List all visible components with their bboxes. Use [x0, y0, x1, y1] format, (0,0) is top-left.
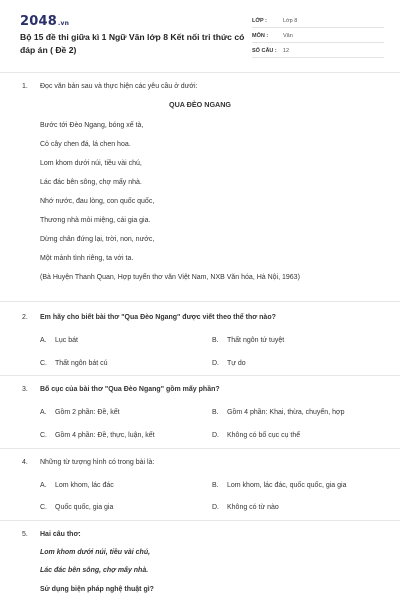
option-letter: C.	[40, 432, 47, 439]
option-letter: B.	[212, 337, 219, 344]
question-prompt: Bố cục của bài thơ "Qua Đèo Ngang" gồm mấy phần?	[40, 386, 220, 393]
poem-line: Lom khom dưới núi, tiều vài chú,	[40, 160, 142, 167]
meta-panel	[252, 14, 384, 58]
meta-row-class	[252, 14, 384, 28]
question-number: 1.	[22, 83, 28, 90]
question-divider	[0, 301, 400, 302]
meta-key: MÔN :	[252, 33, 269, 39]
question-followup: Sử dụng biện pháp nghệ thuật gì?	[40, 586, 154, 593]
meta-value: 12	[283, 48, 290, 54]
question-number: 3.	[22, 386, 28, 393]
question-divider	[0, 520, 400, 521]
question-prompt: Em hãy cho biết bài thơ "Qua Đèo Ngang" được viết theo thể thơ nào?	[40, 314, 276, 321]
poem-line: Một mảnh tình riêng, ta với ta.	[40, 255, 134, 262]
page-header	[0, 0, 400, 70]
meta-key: SỐ CÂU :	[252, 48, 277, 54]
option-letter: C.	[40, 504, 47, 511]
option-c[interactable]: Thất ngôn bát cú	[55, 360, 108, 367]
meta-value: Văn	[283, 33, 293, 39]
question-number: 4.	[22, 459, 28, 466]
poem-line: Nhớ nước, đau lòng, con quốc quốc,	[40, 198, 155, 205]
header-divider	[0, 72, 400, 73]
option-letter: A.	[40, 409, 47, 416]
question-prompt: Hai câu thơ:	[40, 531, 81, 538]
option-b[interactable]: Lom khom, lác đác, quốc quốc, gia gia	[227, 482, 347, 489]
question-divider	[0, 375, 400, 376]
option-letter: A.	[40, 482, 47, 489]
poem-line: Thương nhà mỏi miệng, cái gia gia.	[40, 217, 151, 224]
poem-title: QUA ĐÈO NGANG	[168, 100, 232, 109]
meta-row-subject	[252, 29, 384, 43]
poem-line: Cỏ cây chen đá, lá chen hoa.	[40, 141, 131, 148]
option-d[interactable]: Không có từ nào	[227, 504, 279, 511]
option-letter: D.	[212, 432, 219, 439]
poem-line: Dừng chân đứng lại, trời, non, nước,	[40, 236, 155, 243]
logo-tld: .vn	[57, 20, 70, 27]
option-d[interactable]: Không có bố cục cụ thể	[227, 432, 301, 439]
poem-line: Lác đác bên sông, chợ mấy nhà.	[40, 179, 142, 186]
option-letter: B.	[212, 409, 219, 416]
meta-value: Lớp 8	[283, 18, 298, 24]
question-number: 5.	[22, 531, 28, 538]
option-letter: D.	[212, 360, 219, 367]
question-prompt: Đọc văn bản sau và thực hiện các yêu cầu ở dưới:	[40, 83, 198, 90]
option-c[interactable]: Quốc quốc, gia gia	[55, 504, 114, 511]
option-a[interactable]: Gồm 2 phần: Đề, kết	[55, 409, 120, 416]
option-letter: A.	[40, 337, 47, 344]
option-b[interactable]: Gồm 4 phần: Khai, thừa, chuyển, hợp	[227, 409, 345, 416]
option-b[interactable]: Thất ngôn tứ tuyệt	[227, 337, 285, 344]
document-title: Bộ 15 đề thi giữa kì 1 Ngữ Văn lớp 8 Kết nối tri thức có đáp án ( Đề 2)	[20, 32, 245, 55]
question-number: 2.	[22, 314, 28, 321]
question-divider	[0, 448, 400, 449]
quoted-line: Lom khom dưới núi, tiều vài chú,	[40, 549, 151, 556]
question-prompt: Những từ tượng hình có trong bài là:	[40, 459, 155, 466]
option-letter: B.	[212, 482, 219, 489]
option-c[interactable]: Gồm 4 phần: Đề, thực, luận, kết	[55, 432, 155, 439]
meta-key: LỚP :	[252, 18, 267, 24]
option-a[interactable]: Lom khom, lác đác	[55, 482, 114, 489]
option-letter: D.	[212, 504, 219, 511]
poem-line: Bước tới Đèo Ngang, bóng xế tà,	[40, 122, 144, 129]
meta-row-count	[252, 44, 384, 58]
option-d[interactable]: Tự do	[227, 360, 246, 367]
logo-text: 2048	[20, 14, 57, 29]
site-logo[interactable]	[20, 14, 69, 29]
poem-source: (Bà Huyện Thanh Quan, Hợp tuyển thơ văn Việt Nam, NXB Văn hóa, Hà Nội, 1963)	[40, 274, 300, 281]
quoted-line: Lác đác bên sông, chợ mấy nhà.	[40, 567, 149, 574]
option-a[interactable]: Lục bát	[55, 337, 78, 344]
option-letter: C.	[40, 360, 47, 367]
